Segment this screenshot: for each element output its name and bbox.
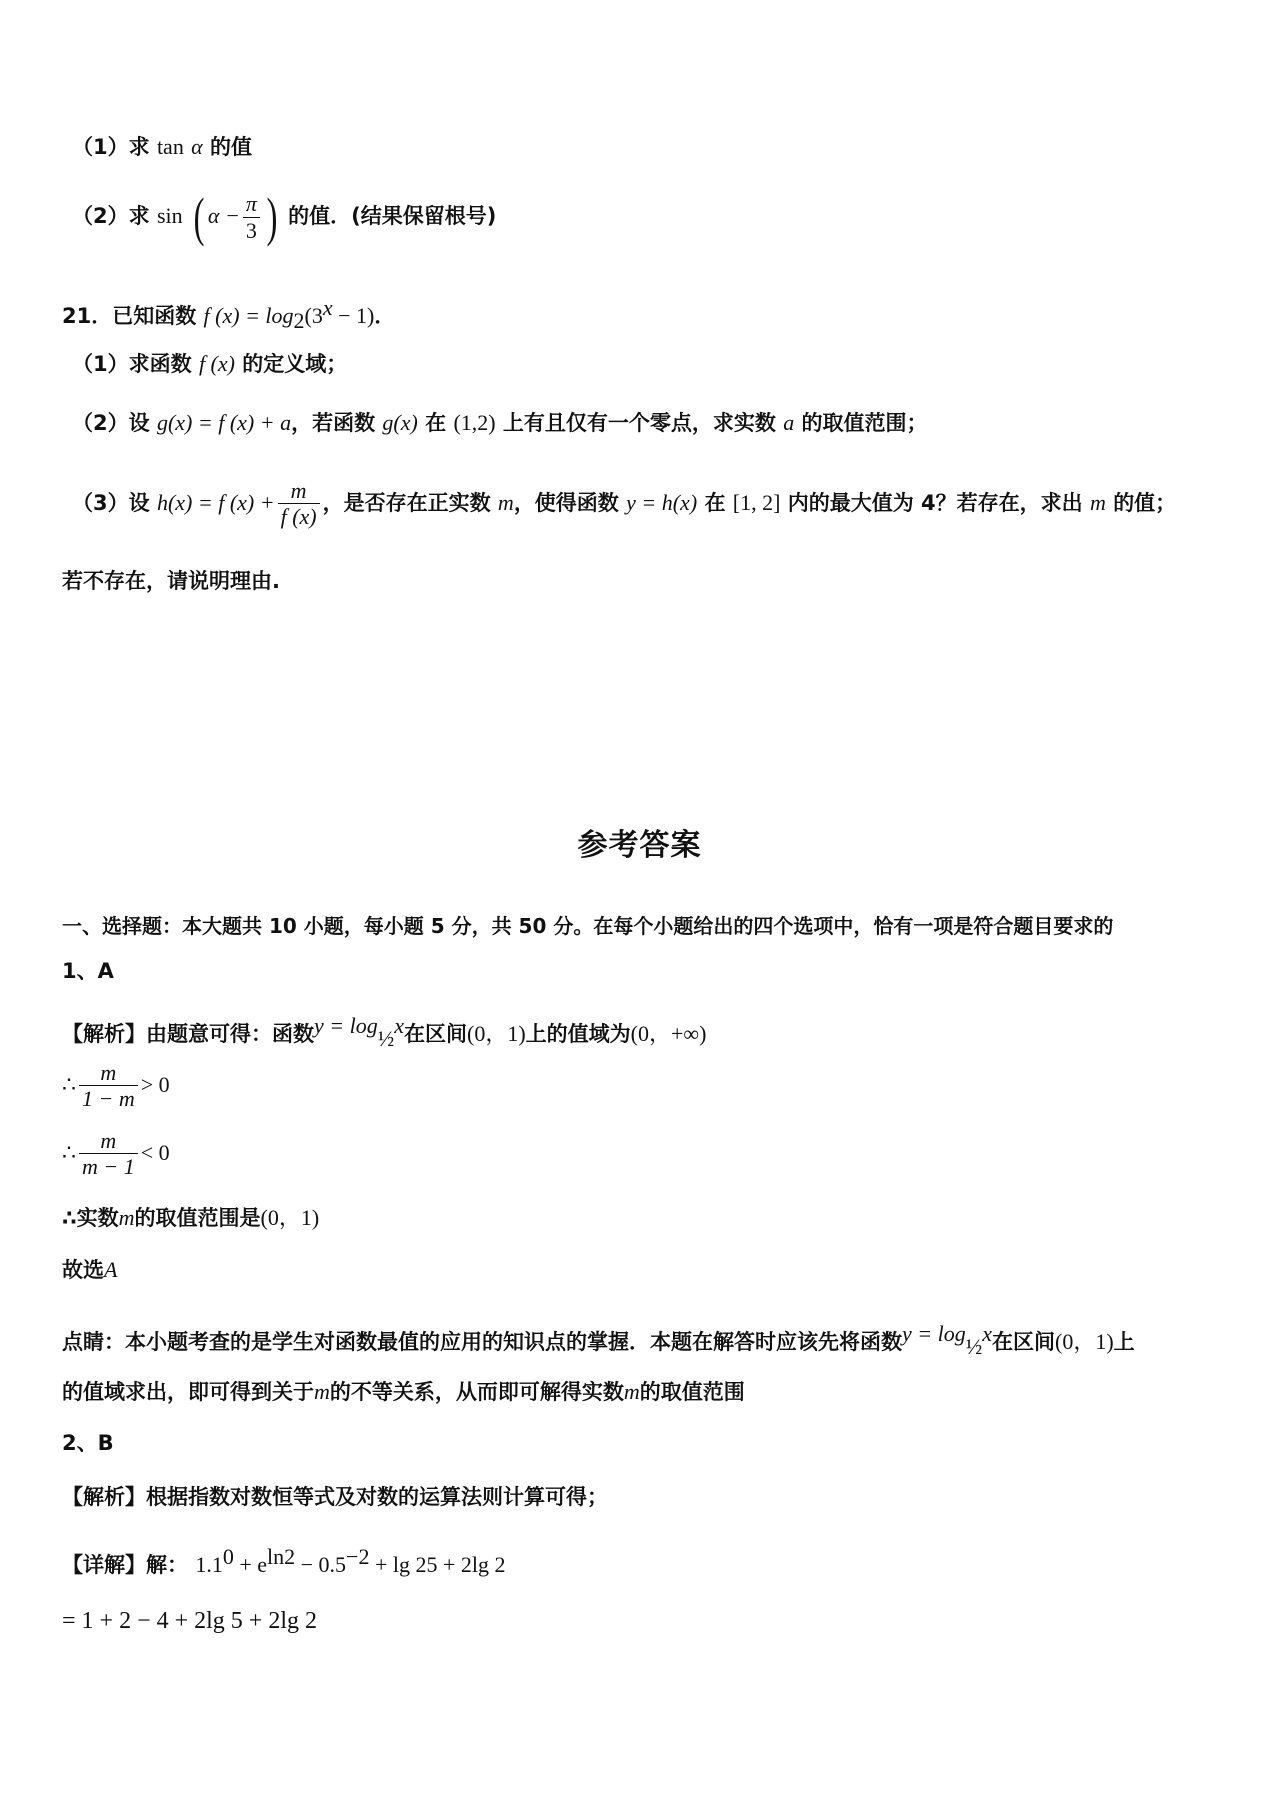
note-m1: m (314, 1379, 330, 1404)
note-label: 点睛：本小题考查的是学生对函数最值的应用的知识点的掌握．本题在解答时应该先将函数 (62, 1330, 902, 1354)
detail-expr1: 1.1 (195, 1552, 223, 1577)
range-mid: 的取值范围是 (134, 1206, 261, 1230)
q21-head-tail: ． (374, 304, 396, 328)
q21-part2-tail: 的取值范围； (801, 411, 928, 435)
q21-part2-math1: g(x) = f (x) + a (156, 410, 292, 435)
q21-head-log-base: 2 (293, 308, 305, 334)
answer-2-step2 (62, 1606, 1239, 1637)
q21-part3-math3: y = h(x) (626, 489, 698, 515)
analysis-mid: 在区间 (404, 1022, 467, 1046)
therefore-sign: ∴ (62, 1071, 76, 1097)
q21-head-arg: (3 (304, 303, 323, 328)
answer-1-label (62, 958, 1239, 985)
analysis-mid2: 上的值域为 (525, 1022, 631, 1046)
fraction-numerator: m (100, 1128, 117, 1153)
q21-part1-tail: 的定义域； (242, 352, 348, 376)
q21-part3-math1: h(x) = f (x) + (156, 489, 275, 515)
q21-heading (62, 294, 1239, 336)
detail-expr4: + lg 25 + 2lg 2 (369, 1552, 506, 1577)
q21-head-exp: x (322, 295, 333, 320)
answer-2-label (62, 1430, 1239, 1457)
note-m2: m (623, 1379, 640, 1404)
q21-part2-mid3: 上有且仅有一个零点，求实数 (502, 411, 776, 435)
q21-part3-fraction (278, 478, 320, 530)
range-label: ∴实数 (62, 1206, 119, 1230)
section-text: 一、选择题：本大题共 10 小题，每小题 5 分，共 50 分。在每个小题给出的四个选项中，恰有一项是符合题目要求的 (62, 914, 1114, 938)
q20-part1 (72, 133, 1239, 162)
note-func-x: x (982, 1321, 992, 1346)
range-value: (0，1) (260, 1205, 320, 1230)
detail-exp3: −2 (346, 1544, 370, 1569)
note-func: y = log (902, 1321, 966, 1346)
q21-part3-mid1: ，是否存在正实数 (322, 490, 491, 515)
q21-part2-mid2: 在 (425, 411, 447, 435)
fraction-denominator: f (x) (278, 503, 320, 529)
ineq2-relation: < 0 (140, 1139, 170, 1165)
q21-part2 (72, 409, 1239, 438)
q21-head-end: − 1) (332, 303, 375, 328)
note-mid: 在区间 (992, 1330, 1055, 1354)
answer-2-analysis-text: 【解析】根据指数对数恒等式及对数的运算法则计算可得； (62, 1485, 608, 1509)
answer-1-choice (62, 1256, 1239, 1285)
q21-part3-math4: [1, 2] (732, 489, 781, 515)
answer-1-note-line2 (62, 1378, 1239, 1407)
q21-part2-math3: (1,2) (453, 410, 496, 435)
q21-part2-math4: a (783, 410, 795, 435)
note-end1: 上 (1113, 1330, 1135, 1354)
analysis-func-base: ½ (377, 1026, 395, 1052)
note-interval: (0，1) (1055, 1329, 1114, 1354)
q21-part3-mid3: 在 (704, 490, 726, 515)
answer-1-label-text: 1、A (62, 959, 114, 983)
left-paren: ( (193, 187, 205, 247)
q21-part3-tail: 的值； (1113, 490, 1177, 515)
q21-part3-line2 (62, 568, 1239, 595)
answers-section-heading (62, 913, 1239, 939)
fraction-denominator: m − 1 (79, 1153, 138, 1179)
analysis-func-x: x (394, 1013, 404, 1038)
q20-part2-label: （2）求 (72, 204, 150, 228)
q20-part2 (72, 187, 1239, 247)
step2-expr: = 1 + 2 − 4 + 2lg 5 + 2lg 2 (62, 1608, 318, 1634)
choice-label: 故选 (62, 1258, 104, 1282)
answer-1-ineq2 (62, 1128, 1239, 1180)
q21-part1 (72, 350, 1239, 379)
q21-head-func: f (x) = log (203, 303, 294, 328)
note-func-base: ½ (965, 1334, 983, 1360)
q21-part3-math5: m (1089, 489, 1106, 515)
ineq1-fraction (79, 1060, 138, 1112)
answer-2-label-text: 2、B (62, 1431, 114, 1455)
answer-1-range (62, 1204, 1239, 1233)
q21-part3 (72, 478, 1239, 530)
detail-exp2: ln2 (266, 1544, 296, 1569)
detail-expr2: + e (233, 1552, 267, 1577)
q21-part3-math2: m (497, 489, 514, 515)
fraction-denominator: 1 − m (79, 1085, 138, 1111)
note-line2b: 的不等关系，从而即可解得实数 (329, 1380, 624, 1404)
choice-value: A (104, 1257, 118, 1282)
range-m: m (118, 1205, 135, 1230)
ineq1-relation: > 0 (140, 1071, 170, 1097)
q21-part3-line2-text: 若不存在，请说明理由. (62, 569, 280, 593)
note-line2c: 的取值范围 (639, 1380, 745, 1404)
q20-part2-tail: 的值．(结果保留根号) (288, 204, 497, 228)
note-line2a: 的值域求出，即可得到关于 (62, 1380, 314, 1404)
analysis-label: 【解析】由题意可得：函数 (62, 1022, 314, 1046)
q21-part3-mid2: ，使得函数 (513, 490, 619, 515)
q20-part1-tail: 的值 (210, 135, 253, 159)
answers-title: 参考答案 (577, 828, 702, 863)
q21-part2-math2: g(x) (382, 410, 418, 435)
answer-1-analysis (62, 1012, 1239, 1054)
answer-1-note (62, 1320, 1239, 1362)
answer-2-detail (62, 1543, 1239, 1580)
ineq2-fraction (79, 1128, 138, 1180)
q21-part2-mid1: ，若函数 (291, 411, 376, 435)
answer-2-analysis (62, 1484, 1239, 1511)
detail-exp1: 0 (222, 1544, 234, 1569)
fraction-numerator: π (245, 191, 257, 217)
q21-part1-label: （1）求函数 (72, 352, 192, 376)
fraction-numerator: m (290, 478, 307, 503)
q20-part2-fraction (243, 191, 260, 243)
analysis-interval: (0，1) (467, 1021, 526, 1046)
q21-part1-math: f (x) (198, 351, 235, 376)
analysis-func: y = log (314, 1013, 378, 1038)
detail-label: 【详解】解： (62, 1553, 188, 1577)
detail-expr3: − 0.5 (295, 1552, 347, 1577)
fraction-numerator: m (100, 1060, 117, 1085)
q20-part1-alpha: α (191, 134, 203, 159)
fraction-denominator: 3 (243, 217, 260, 243)
q20-part2-sin: sin (156, 203, 183, 228)
therefore-sign: ∴ (62, 1139, 76, 1165)
right-paren: ) (266, 187, 278, 247)
analysis-range: (0，+∞) (630, 1021, 707, 1046)
q20-part1-tan: tan (156, 134, 184, 159)
q21-part3-mid4: 内的最大值为 4？若存在，求出 (787, 490, 1083, 515)
q21-head-text: 21．已知函数 (62, 304, 197, 328)
q20-part2-alpha: α − (207, 203, 240, 228)
q21-part3-label: （3）设 (72, 490, 150, 515)
q20-part1-label: （1）求 (72, 135, 150, 159)
answer-1-ineq1 (62, 1060, 1239, 1112)
q21-part2-label: （2）设 (72, 411, 150, 435)
